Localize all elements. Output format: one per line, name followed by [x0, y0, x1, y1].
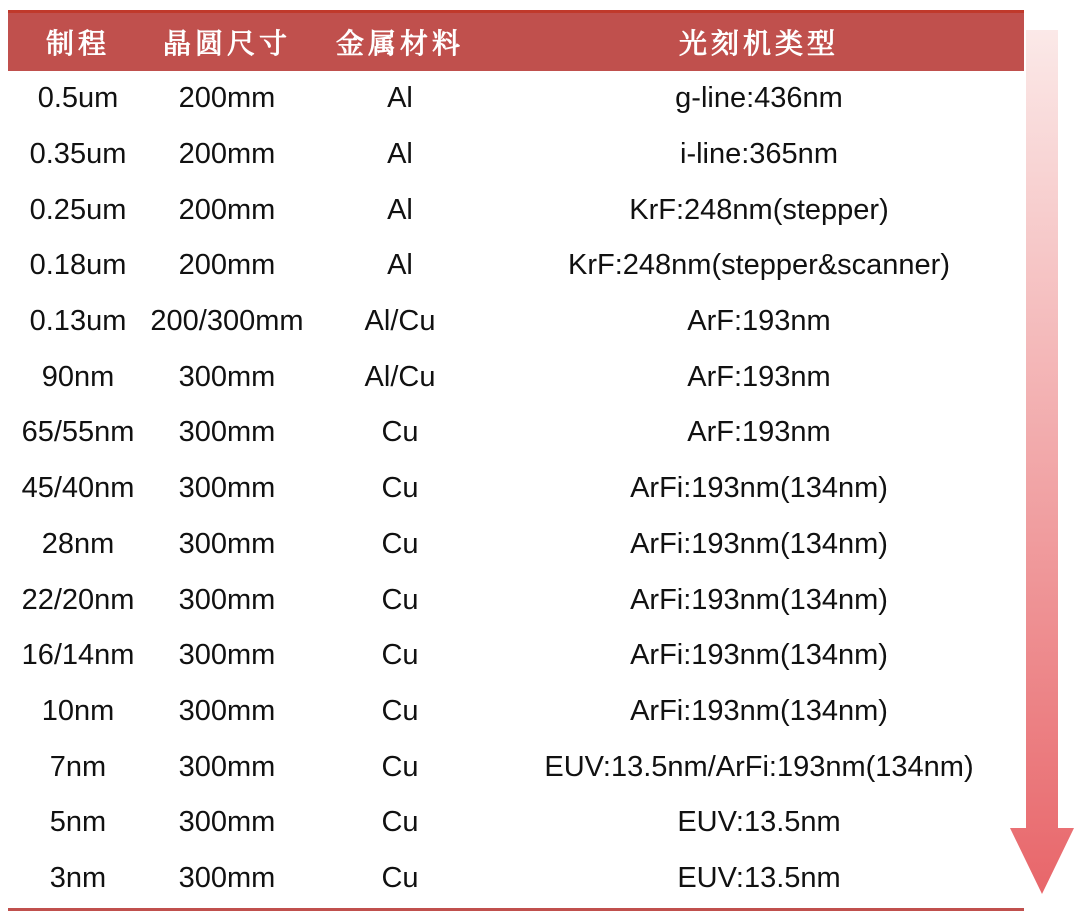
table-header — [8, 10, 1024, 71]
cell-metal-material: Al/Cu — [364, 305, 436, 338]
cell-wafer-size: 200/300mm — [150, 305, 304, 338]
header-wafer-size: 晶圆尺寸 — [162, 27, 291, 60]
cell-wafer-size: 300mm — [178, 416, 276, 449]
table-row — [8, 795, 1024, 851]
cell-lithography-type: ArF:193nm — [687, 305, 831, 338]
cell-lithography-type: ArF:193nm — [687, 416, 831, 449]
table-row — [8, 684, 1024, 740]
table-row — [8, 739, 1024, 795]
cell-metal-material: Al — [387, 249, 413, 282]
cell-process: 16/14nm — [21, 639, 135, 672]
cell-process: 0.13um — [29, 305, 127, 338]
table-row — [8, 294, 1024, 350]
bottom-rule — [8, 908, 1024, 911]
cell-process: 10nm — [41, 694, 115, 727]
cell-process: 3nm — [49, 861, 107, 894]
arrow-shape — [1010, 30, 1074, 894]
table-row — [8, 349, 1024, 405]
table-row — [8, 405, 1024, 461]
cell-lithography-type: ArFi:193nm(134nm) — [630, 583, 888, 616]
cell-lithography-type: EUV:13.5nm/ArFi:193nm(134nm) — [544, 750, 974, 783]
cell-process: 90nm — [41, 360, 115, 393]
cell-wafer-size: 300mm — [178, 806, 276, 839]
cell-metal-material: Cu — [381, 750, 419, 783]
cell-process: 0.18um — [29, 249, 127, 282]
table-row — [8, 461, 1024, 517]
cell-metal-material: Al — [387, 82, 413, 115]
cell-wafer-size: 300mm — [178, 861, 276, 894]
header-metal-material: 金属材料 — [335, 27, 464, 60]
header-process: 制程 — [45, 27, 110, 60]
table-row — [8, 517, 1024, 573]
cell-metal-material: Al/Cu — [364, 360, 436, 393]
cell-wafer-size: 200mm — [178, 82, 276, 115]
table-row — [8, 851, 1024, 907]
cell-lithography-type: ArFi:193nm(134nm) — [630, 472, 888, 505]
cell-metal-material: Cu — [381, 639, 419, 672]
down-arrow-icon — [1010, 30, 1074, 894]
cell-wafer-size: 300mm — [178, 360, 276, 393]
table-row — [8, 628, 1024, 684]
cell-metal-material: Cu — [381, 472, 419, 505]
cell-process: 0.25um — [29, 193, 127, 226]
cell-lithography-type: ArF:193nm — [687, 360, 831, 393]
cell-wafer-size: 300mm — [178, 527, 276, 560]
cell-lithography-type: ArFi:193nm(134nm) — [630, 527, 888, 560]
cell-lithography-type: EUV:13.5nm — [677, 861, 841, 894]
cell-metal-material: Cu — [381, 416, 419, 449]
cell-process: 7nm — [49, 750, 107, 783]
cell-lithography-type: KrF:248nm(stepper) — [629, 193, 889, 226]
cell-lithography-type: ArFi:193nm(134nm) — [630, 639, 888, 672]
cell-metal-material: Al — [387, 138, 413, 171]
process-table — [8, 10, 1024, 911]
cell-metal-material: Al — [387, 193, 413, 226]
cell-metal-material: Cu — [381, 527, 419, 560]
cell-lithography-type: g-line:436nm — [675, 82, 843, 115]
table-row — [8, 572, 1024, 628]
table-row — [8, 127, 1024, 183]
cell-wafer-size: 300mm — [178, 472, 276, 505]
cell-process: 65/55nm — [21, 416, 135, 449]
cell-wafer-size: 300mm — [178, 750, 276, 783]
cell-metal-material: Cu — [381, 583, 419, 616]
cell-process: 22/20nm — [21, 583, 135, 616]
cell-wafer-size: 300mm — [178, 583, 276, 616]
cell-lithography-type: EUV:13.5nm — [677, 806, 841, 839]
cell-process: 45/40nm — [21, 472, 135, 505]
table-row — [8, 71, 1024, 127]
header-lithography-type: 光刻机类型 — [678, 27, 839, 60]
cell-lithography-type: ArFi:193nm(134nm) — [630, 694, 888, 727]
cell-wafer-size: 300mm — [178, 694, 276, 727]
cell-process: 0.35um — [29, 138, 127, 171]
cell-process: 5nm — [49, 806, 107, 839]
cell-wafer-size: 200mm — [178, 138, 276, 171]
cell-metal-material: Cu — [381, 861, 419, 894]
table-body — [8, 71, 1024, 906]
cell-metal-material: Cu — [381, 806, 419, 839]
cell-wafer-size: 300mm — [178, 639, 276, 672]
cell-process: 28nm — [41, 527, 115, 560]
cell-metal-material: Cu — [381, 694, 419, 727]
cell-process: 0.5um — [37, 82, 119, 115]
table-row — [8, 182, 1024, 238]
table-row — [8, 238, 1024, 294]
cell-lithography-type: i-line:365nm — [680, 138, 838, 171]
cell-wafer-size: 200mm — [178, 193, 276, 226]
cell-wafer-size: 200mm — [178, 249, 276, 282]
cell-lithography-type: KrF:248nm(stepper&scanner) — [568, 249, 950, 282]
